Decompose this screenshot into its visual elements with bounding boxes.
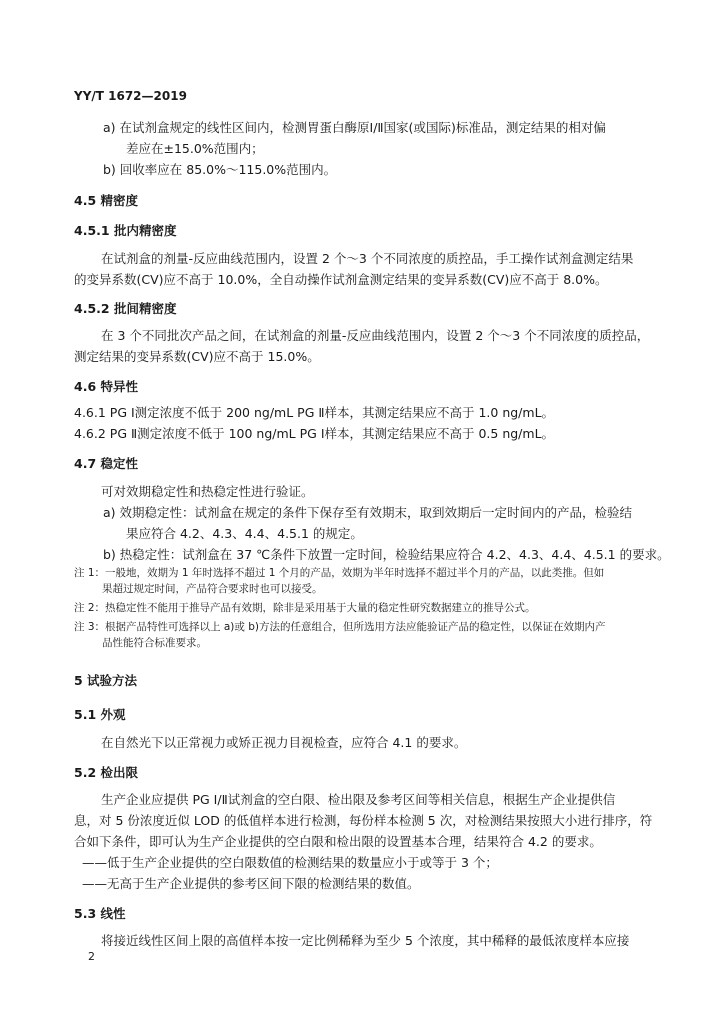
list-item-a-line1: a) 在试剂盒规定的线性区间内，检测胃蛋白酶原Ⅰ/Ⅱ国家(或国际)标准品，测定结果的相对偏 — [103, 120, 606, 135]
heading-5: 5 试验方法 — [74, 673, 138, 688]
paragraph-line: 在试剂盒的剂量-反应曲线范围内，设置 2 个～3 个不同浓度的质控品，手工操作试剂盒测定结果 — [101, 251, 634, 266]
note-3-line1: 注 3：根据产品特性可选择以上 a)或 b)方法的任意组合，但所选用方法应能验证产品的稳定性，以保证在效期内产 — [74, 621, 606, 633]
heading-4-5: 4.5 精密度 — [74, 193, 138, 208]
note-3-line2: 品性能符合标准要求。 — [102, 637, 207, 649]
list-item-a-line2: 果应符合 4.2、4.3、4.4、4.5.1 的规定。 — [126, 526, 363, 541]
heading-4-7: 4.7 稳定性 — [74, 456, 138, 471]
list-item-b: b) 回收率应在 85.0%～115.0%范围内。 — [103, 162, 337, 177]
paragraph-line: 可对效期稳定性和热稳定性进行验证。 — [101, 484, 314, 499]
paragraph-line: 合如下条件，即可认为生产企业提供的空白限和检出限的设置基本合理，结果符合 4.2 的要求。 — [74, 834, 602, 849]
standard-number: YY/T 1672—2019 — [74, 89, 187, 103]
heading-4-5-1: 4.5.1 批内精密度 — [74, 223, 177, 238]
list-item-b: b) 热稳定性：试剂盒在 37 ℃条件下放置一定时间，检验结果应符合 4.2、4.3、4.4、4.5.1 的要求。 — [103, 547, 670, 562]
heading-5-3: 5.3 线性 — [74, 906, 126, 921]
dash-item: ——无高于生产企业提供的参考区间下限的检测结果的数值。 — [82, 876, 420, 891]
list-item-a-line1: a) 效期稳定性：试剂盒在规定的条件下保存至有效期末，取到效期后一定时间内的产品，检验结 — [103, 505, 633, 520]
heading-4-5-2: 4.5.2 批间精密度 — [74, 301, 177, 316]
note-1-line1: 注 1：一般地，效期为 1 年时选择不超过 1 个月的产品，效期为半年时选择不超过半个月的产品，以此类推。但如 — [74, 567, 605, 579]
list-item-a-line2: 差应在±15.0%范围内； — [126, 141, 264, 156]
heading-4-6: 4.6 特异性 — [74, 379, 138, 394]
heading-5-2: 5.2 检出限 — [74, 765, 138, 780]
dash-item: ——低于生产企业提供的空白限数值的检测结果的数量应小于或等于 3 个； — [82, 855, 498, 870]
clause-4-6-2: 4.6.2 PG Ⅱ测定浓度不低于 100 ng/mL PG Ⅰ样本，其测定结果应不高于 0.5 ng/mL。 — [74, 426, 555, 441]
heading-5-1: 5.1 外观 — [74, 707, 126, 722]
paragraph-line: 生产企业应提供 PG Ⅰ/Ⅱ试剂盒的空白限、检出限及参考区间等相关信息，根据生产企业提供信 — [101, 792, 616, 807]
page-number: 2 — [88, 950, 95, 963]
paragraph-line: 在 3 个不同批次产品之间，在试剂盒的剂量-反应曲线范围内，设置 2 个～3 个不同浓度的质控品， — [101, 328, 650, 343]
paragraph-line: 在自然光下以正常视力或矫正视力目视检查，应符合 4.1 的要求。 — [101, 735, 467, 750]
paragraph-line: 息，对 5 份浓度近似 LOD 的低值样本进行检测，每份样本检测 5 次，对检测结果按照大小进行排序，符 — [74, 813, 653, 828]
paragraph-line: 的变异系数(CV)应不高于 10.0%，全自动操作试剂盒测定结果的变异系数(CV)应不高于 8.0%。 — [74, 272, 608, 287]
clause-4-6-1: 4.6.1 PG Ⅰ测定浓度不低于 200 ng/mL PG Ⅱ样本，其测定结果应不高于 1.0 ng/mL。 — [74, 405, 555, 420]
note-1-line2: 果超过规定时间，产品符合要求时也可以接受。 — [102, 583, 323, 595]
paragraph-line: 测定结果的变异系数(CV)应不高于 15.0%。 — [74, 349, 320, 364]
paragraph-line: 将接近线性区间上限的高值样本按一定比例稀释为至少 5 个浓度，其中稀释的最低浓度样本应接 — [101, 933, 630, 948]
note-2: 注 2：热稳定性不能用于推导产品有效期，除非是采用基于大量的稳定性研究数据建立的推导公式。 — [74, 602, 536, 614]
